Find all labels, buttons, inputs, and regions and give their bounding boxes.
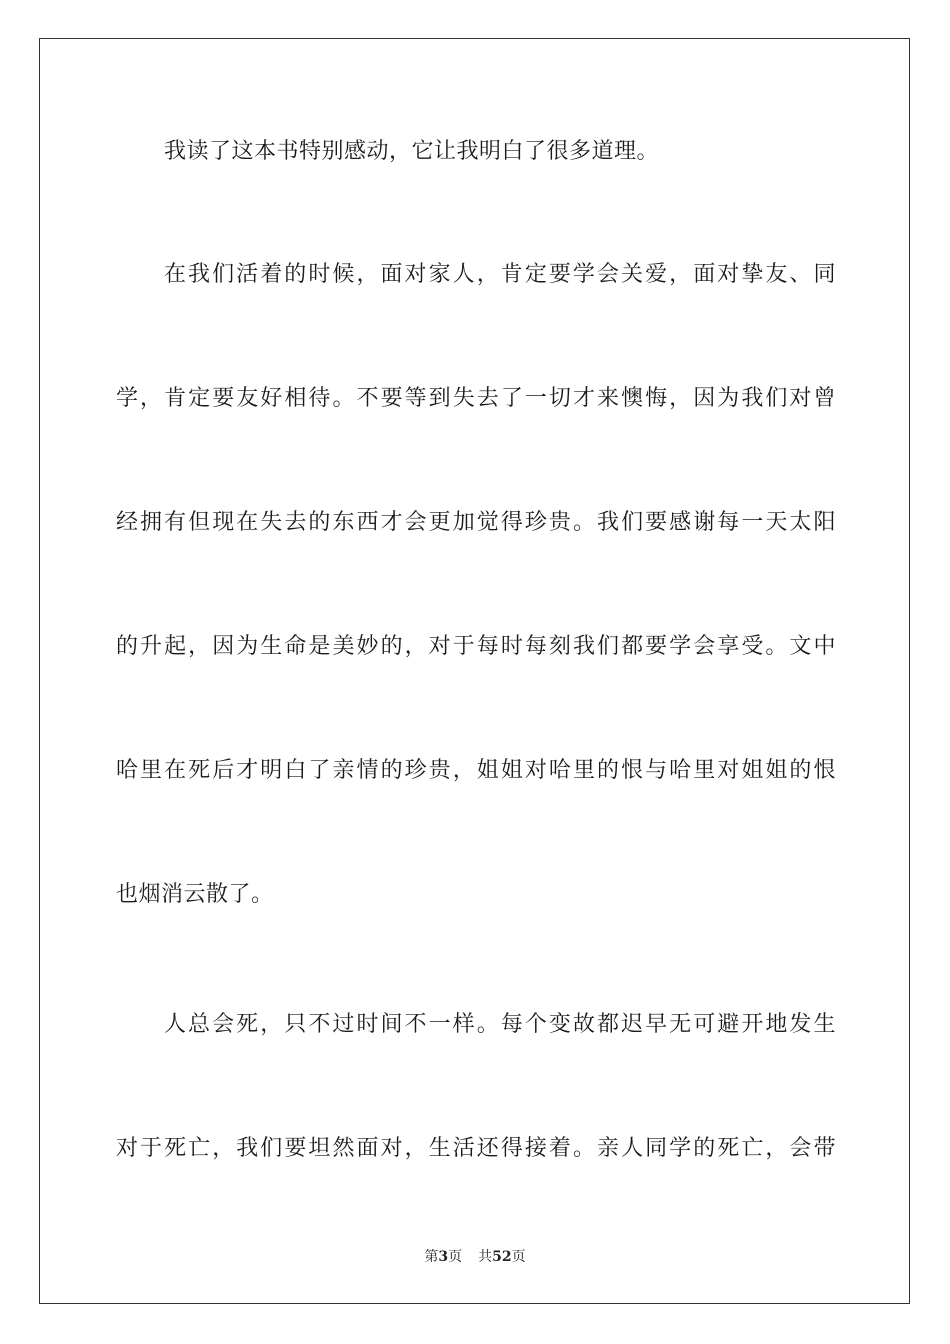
paragraph-2-line-1: 在我们活着的时候，面对家人，肯定要学会关爱，面对挚友、同 [164, 262, 836, 287]
paragraph-2-line-5: 哈里在死后才明白了亲情的珍贵，姐姐对哈里的恨与哈里对姐姐的恨 [116, 758, 836, 783]
total-suffix: 页 [511, 1249, 526, 1265]
paragraph-2-line-4: 的升起，因为生命是美妙的，对于每时每刻我们都要学会享受。文中 [116, 634, 836, 659]
total-pages: 52 [492, 1249, 512, 1265]
paragraph-3-line-1: 人总会死，只不过时间不一样。每个变故都迟早无可避开地发生 [164, 1012, 836, 1037]
page-prefix: 第 [424, 1249, 439, 1265]
page-suffix: 页 [448, 1249, 463, 1265]
page-number: 3 [438, 1249, 449, 1265]
paragraph-2-line-2: 学，肯定要友好相待。不要等到失去了一切才来懊悔，因为我们对曾 [116, 386, 836, 411]
total-prefix: 共 [478, 1249, 493, 1265]
paragraph-2-line-3: 经拥有但现在失去的东西才会更加觉得珍贵。我们要感谢每一天太阳 [116, 510, 836, 535]
paragraph-2-line-6: 也烟消云散了。 [116, 882, 274, 907]
page-footer [0, 1248, 950, 1266]
page-border [39, 38, 910, 1304]
paragraph-3-line-2: 对于死亡，我们要坦然面对，生活还得接着。亲人同学的死亡，会带 [116, 1136, 836, 1161]
paragraph-1-line-1: 我读了这本书特别感动，它让我明白了很多道理。 [164, 139, 660, 164]
